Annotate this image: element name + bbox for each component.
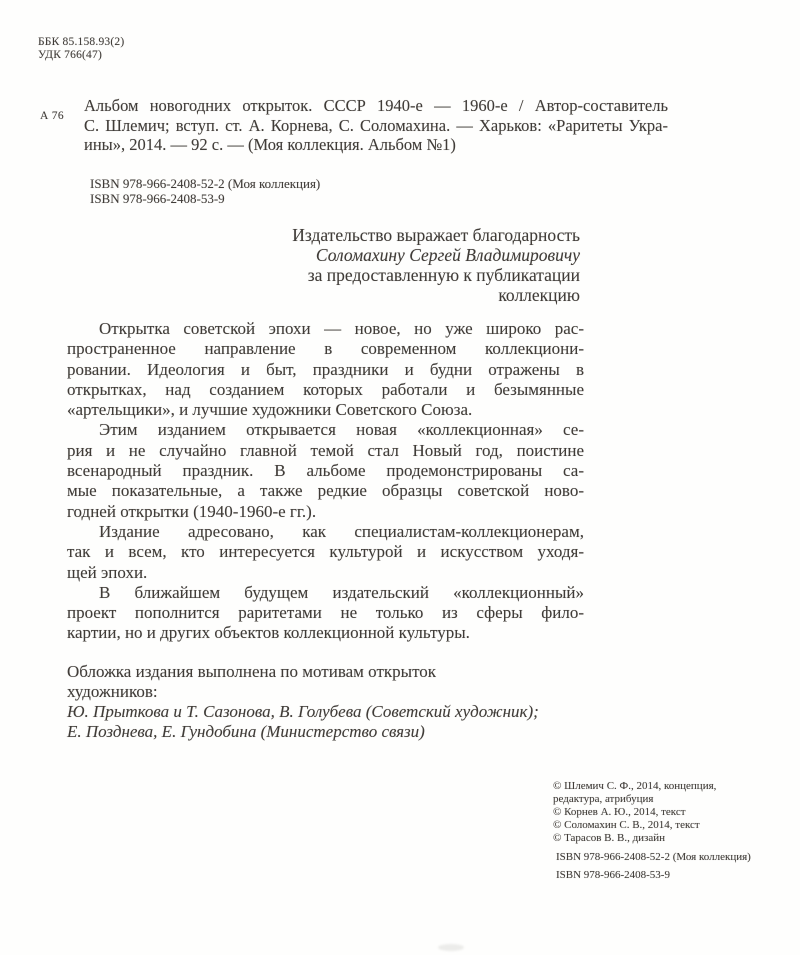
isbn-block-top bbox=[90, 176, 320, 206]
text-line: годней открытки (1940-1960-е гг.). bbox=[67, 501, 317, 521]
text-line: В ближайшем будущем издательский «коллекционный» bbox=[99, 582, 584, 602]
text-line: © Шлемич С. Ф., 2014, концепция, bbox=[553, 780, 717, 792]
text-line: «артельщики», и лучшие художники Советского Союза. bbox=[67, 400, 473, 420]
text-line: © Тарасов В. В., дизайн bbox=[553, 832, 666, 844]
introduction-text bbox=[67, 319, 584, 644]
cover-artists-line: Е. Позднева, Е. Гундобина (Министерство связи) bbox=[67, 722, 425, 741]
text-line: щей эпохи. bbox=[67, 562, 148, 582]
text-line: ISBN 978-966-2408-53-9 bbox=[556, 869, 670, 881]
text-line: ины», 2014. — 92 с. — (Моя коллекция. Альбом №1) bbox=[84, 135, 456, 155]
acknowledgment-line: за предоставленную к публикатации bbox=[307, 265, 580, 285]
paragraph bbox=[67, 522, 584, 583]
text-line: открытках, над созданием которых работали и безымянные bbox=[67, 379, 584, 399]
text-line: ISBN 978-966-2408-52-2 (Моя коллекция) bbox=[90, 176, 321, 191]
bibliographic-record bbox=[84, 96, 668, 155]
paragraph bbox=[67, 583, 584, 644]
cover-credit-note bbox=[67, 662, 597, 742]
cover-note-line: Обложка издания выполнена по мотивам открыток bbox=[67, 662, 437, 681]
text-line: рия и не случайно главной темой стал Новый год, поистине bbox=[67, 440, 584, 460]
text-line: Альбом новогодних открыток. СССР 1940-е — 1960-е / Автор-составитель bbox=[84, 96, 668, 115]
text-line: так и всем, кто интересуется культурой и искусством уходя- bbox=[67, 542, 584, 562]
text-line: ISBN 978-966-2408-52-2 (Моя коллекция) bbox=[556, 851, 751, 863]
scan-artifact bbox=[438, 944, 464, 951]
text-line: © Соломахин С. В., 2014, текст bbox=[553, 819, 700, 831]
cover-artists-line: Ю. Прыткова и Т. Сазонова, В. Голубева (Советский художник); bbox=[67, 702, 539, 721]
acknowledgment-line: Издательство выражает благодарность bbox=[292, 225, 580, 245]
text-line: пространенное направление в современном коллекциони- bbox=[67, 339, 584, 359]
text-line: ровании. Идеология и быт, праздники и будни отражены в bbox=[67, 359, 584, 379]
cover-note-line: художников: bbox=[67, 682, 158, 701]
text-line: ISBN 978-966-2408-53-9 bbox=[90, 191, 225, 206]
acknowledgment bbox=[180, 225, 580, 305]
text-line: Этим изданием открывается новая «коллекционная» се- bbox=[99, 420, 584, 440]
author-index-code: А 76 bbox=[40, 110, 64, 122]
paragraph bbox=[67, 420, 584, 521]
bbk-code: ББК 85.158.93(2) bbox=[38, 36, 125, 48]
acknowledgment-line: коллекцию bbox=[498, 285, 580, 305]
text-line: С. Шлемич; вступ. ст. А. Корнева, С. Соломахина. — Харьков: «Раритеты Укра- bbox=[84, 115, 668, 135]
text-line: Издание адресовано, как специалистам-коллекционерам, bbox=[99, 521, 584, 541]
text-line: © Корнев А. Ю., 2014, текст bbox=[553, 806, 686, 818]
text-line: картии, но и других объектов коллекционной культуры. bbox=[67, 623, 470, 643]
paragraph bbox=[67, 319, 584, 420]
udk-code: УДК 766(47) bbox=[38, 49, 102, 61]
classification-codes bbox=[38, 36, 124, 62]
text-line: всенародный праздник. В альбоме продемонстрированы са- bbox=[67, 461, 584, 481]
text-line: Открытка советской эпохи — новое, но уже широко рас- bbox=[99, 319, 584, 338]
text-line: редактура, атрибуция bbox=[553, 793, 654, 805]
acknowledgment-recipient-name: Соломахину Сергей Владимировичу bbox=[315, 245, 580, 265]
copyright-credits bbox=[553, 780, 798, 845]
text-line: проект пополнится раритетами не только из сферы фило- bbox=[67, 603, 584, 623]
isbn-block-bottom bbox=[556, 848, 800, 884]
text-line: мые показательные, а также редкие образцы советской ново- bbox=[67, 481, 584, 501]
